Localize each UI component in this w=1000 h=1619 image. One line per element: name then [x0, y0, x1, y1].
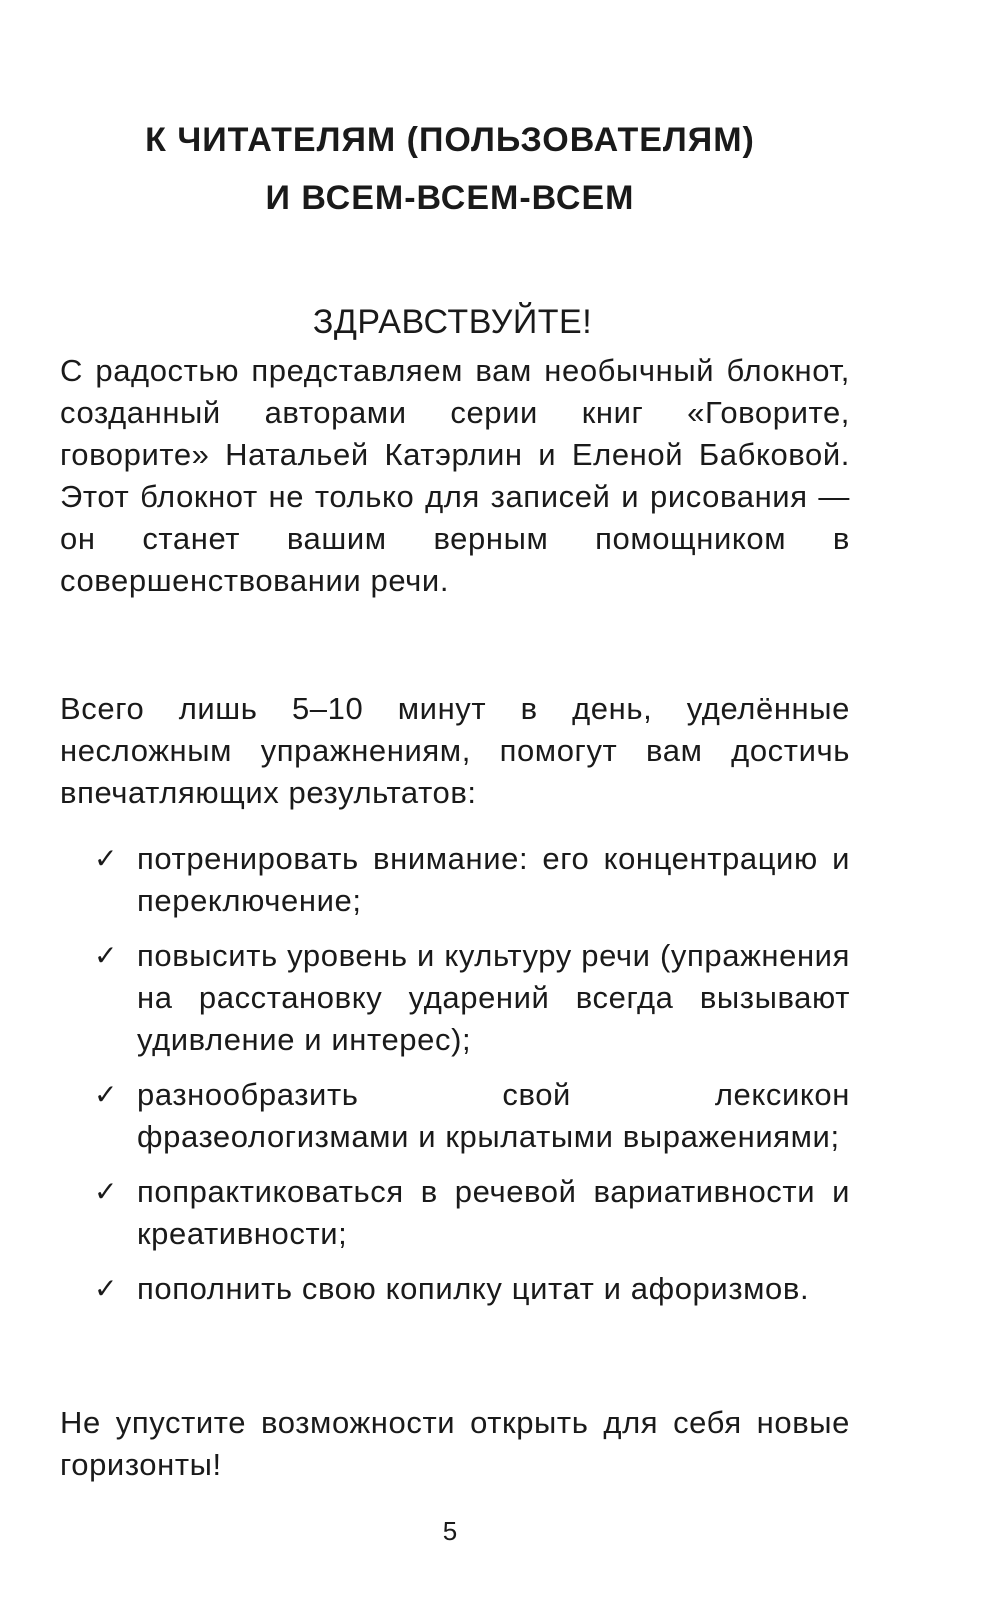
benefits-intro-paragraph: Всего лишь 5–10 минут в день, уделённые несложным упражнениям, помогут вам достичь впечатляющих результатов: — [60, 691, 850, 810]
checkmark-icon: ✓ — [94, 1079, 119, 1110]
list-item-text: попрактиковаться в речевой вариативности и креативности; — [137, 1174, 850, 1251]
checkmark-icon: ✓ — [94, 843, 119, 874]
checkmark-icon: ✓ — [94, 940, 119, 971]
list-item-text: повысить уровень и культуру речи (упражнения на расстановку ударений всегда вызывают удивление и интерес); — [137, 938, 850, 1057]
list-item — [60, 1171, 850, 1255]
checkmark-icon: ✓ — [94, 1176, 119, 1207]
intro-paragraph: С радостью представляем вам необычный блокнот, созданный авторами серии книг «Говорите, говорите» Натальей Катэрлин и Еленой Бабковой. Этот блокнот не только для записей и рисования — он станет вашим верным помощником в совершенствовании речи. — [60, 353, 850, 598]
list-item-text: потренировать внимание: его концентрацию и переключение; — [137, 841, 850, 918]
page-title-line-1: К ЧИТАТЕЛЯМ (ПОЛЬЗОВАТЕЛЯМ) — [145, 121, 755, 159]
greeting: ЗДРАВСТВУЙТЕ! — [312, 303, 593, 341]
closing-paragraph: Не упустите возможности открыть для себя новые горизонты! — [60, 1405, 850, 1482]
list-item — [60, 838, 850, 922]
list-item — [60, 1268, 850, 1310]
benefits-list — [60, 838, 850, 1323]
list-item-text: разнообразить свой лексикон фразеологизмами и крылатыми выражениями; — [137, 1077, 850, 1154]
list-item — [60, 1074, 850, 1158]
checkmark-icon: ✓ — [94, 1273, 119, 1304]
page-title-line-2: И ВСЕМ-ВСЕМ-ВСЕМ — [265, 179, 635, 217]
page-number: 5 — [442, 1516, 458, 1546]
list-item — [60, 935, 850, 1061]
list-item-text: пополнить свою копилку цитат и афоризмов. — [137, 1271, 810, 1306]
